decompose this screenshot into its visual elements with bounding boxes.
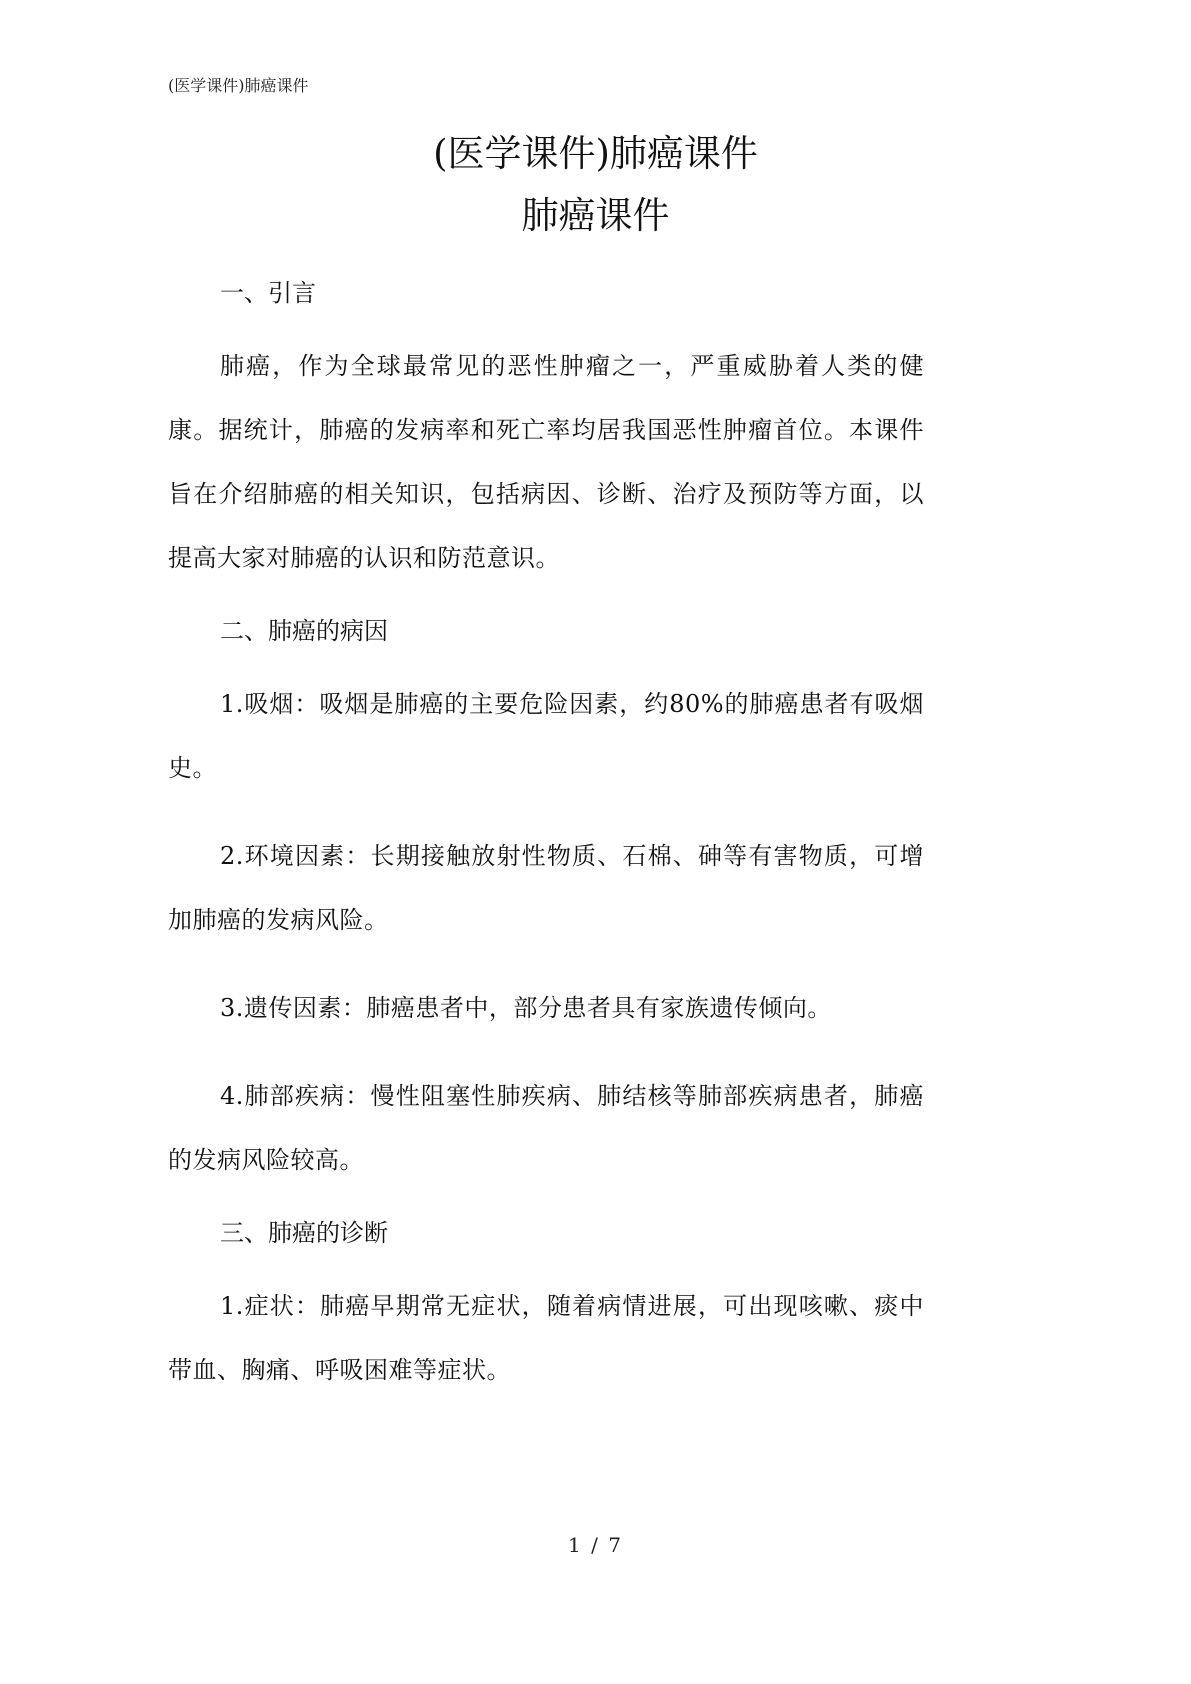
paragraph-introduction: 肺癌，作为全球最常见的恶性肿瘤之一，严重威胁着人类的健康。据统计，肺癌的发病率和死亡率均居我国恶性肿瘤首位。本课件旨在介绍肺癌的相关知识，包括病因、诊断、治疗及预防等方面，以提高大家对肺癌的认识和防范意识。 xyxy=(168,352,924,572)
section-heading-introduction: 一、引言 xyxy=(220,279,316,307)
section-heading-causes: 二、肺癌的病因 xyxy=(220,617,388,645)
list-item-environment: 2.环境因素：长期接触放射性物质、石棉、砷等有害物质，可增加肺癌的发病风险。 xyxy=(168,842,924,934)
section-heading-diagnosis: 三、肺癌的诊断 xyxy=(220,1219,388,1247)
list-item-symptoms: 1.症状：肺癌早期常无症状，随着病情进展，可出现咳嗽、痰中带血、胸痛、呼吸困难等症状。 xyxy=(168,1292,924,1384)
running-header: (医学课件)肺癌课件 xyxy=(168,76,309,95)
list-item-lung-disease: 4.肺部疾病：慢性阻塞性肺疾病、肺结核等肺部疾病患者，肺癌的发病风险较高。 xyxy=(168,1082,924,1174)
document-title: (医学课件)肺癌课件 xyxy=(433,132,758,175)
document-body xyxy=(168,276,924,1402)
list-item-genetics: 3.遗传因素：肺癌患者中，部分患者具有家族遗传倾向。 xyxy=(220,994,832,1022)
page-number: 1 / 7 xyxy=(568,1533,623,1557)
list-item-smoking: 1.吸烟：吸烟是肺癌的主要危险因素，约80%的肺癌患者有吸烟史。 xyxy=(168,690,924,782)
document-subtitle: 肺癌课件 xyxy=(521,194,670,237)
